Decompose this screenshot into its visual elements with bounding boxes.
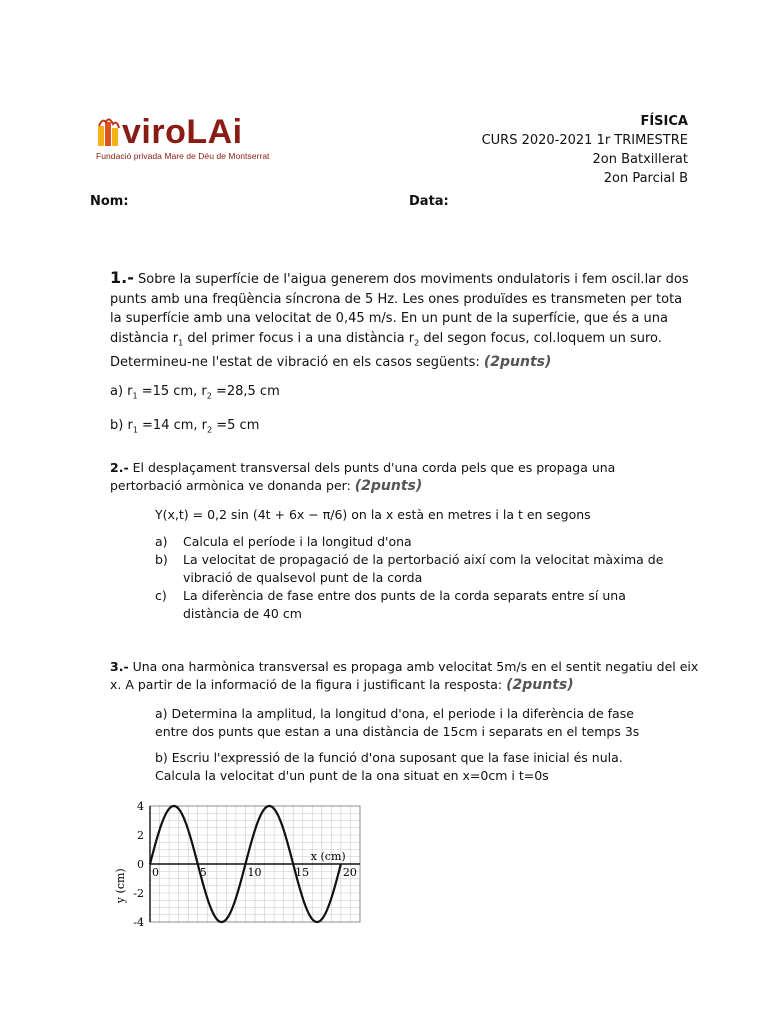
x-tick-label: 5	[199, 866, 207, 879]
x-tick-label: 20	[342, 866, 357, 879]
q2-equation: Y(x,t) = 0,2 sin (4t + 6x − π/6) on la x està en metres i la t en segons	[155, 507, 591, 522]
q2-item-c: c) La diferència de fase entre dos punts de la corda separats entre sí una distància de 40 cm	[155, 588, 626, 621]
x-tick-label: 0	[152, 866, 159, 879]
exam-header	[482, 112, 688, 188]
y-tick-label: 4	[137, 800, 144, 813]
question-3	[110, 658, 700, 694]
y-axis-label: y (cm)	[114, 868, 127, 904]
q3-statement: 3.- Una ona harmònica transversal es propaga amb velocitat 5m/s en el sentit negatiu del eix x. A partir de la informació de la figura i justificant la resposta: (2punts)	[110, 659, 699, 693]
subject: FÍSICA	[640, 114, 688, 129]
q2-number: 2.-	[110, 460, 129, 475]
q3-part-b: b) Escriu l'expressió de la funció d'ona suposant que la fase inicial és nula. Calcula la velocitat d'un punt de la ona situat en x=0cm i t=0s	[155, 750, 623, 783]
name-label: Nom:	[90, 194, 129, 209]
q1-number: 1.-	[110, 268, 134, 287]
q3-part-a: a) Determina la amplitud, la longitud d'ona, el periode i la diferència de fase entre dos punts que estan a una distància de 15cm i separats en el temps 3s	[155, 706, 640, 739]
question-1	[110, 268, 690, 440]
y-tick-label: -2	[133, 887, 144, 900]
course: CURS 2020-2021 1r TRIMESTRE	[481, 133, 688, 148]
q1-points: (2punts)	[483, 353, 552, 370]
q3-points: (2punts)	[506, 677, 574, 693]
level: 2on Batxillerat	[592, 152, 688, 167]
x-axis-label: x (cm)	[310, 850, 346, 863]
school-logo	[96, 114, 286, 162]
logo-wordmark: viroLAi	[122, 113, 243, 151]
q3-number: 3.-	[110, 659, 129, 674]
q2-item-b: b) La velocitat de propagació de la pertorbació així com la velocitat màxima de vibració de qualsevol punt de la corda	[155, 552, 664, 585]
flame-icon	[96, 116, 122, 150]
q1-case-b: b) $r_1 =14$ cm, $r_2 =5$ cm	[110, 418, 260, 435]
q2-points: (2punts)	[354, 478, 423, 494]
x-tick-label: 10	[247, 866, 262, 879]
x-tick-label: 15	[295, 866, 310, 879]
wave-chart	[108, 796, 368, 936]
y-tick-label: 0	[137, 858, 144, 871]
y-tick-label: -4	[133, 916, 144, 929]
question-2	[110, 459, 690, 495]
q1-statement: 1.- Sobre la superfície de l'aigua generem dos moviments ondulatoris i fem oscil.lar dos punts amb una freqüència síncrona de 5 Hz. Les ones produïdes es transmeten per tota la superfície amb una velocitat de 0,45 m/s. En un punt de la superfície, que és a una distància $r_1$ del primer focus i a una distància $r_2$ del segon focus, col.loquem un suro. Determineu-ne l'estat de vibració en els casos següents: (2punts)	[110, 268, 689, 370]
q2-item-a: a) Calcula el període i la longitud d'ona	[155, 534, 412, 549]
exam-name: 2on Parcial B	[603, 171, 688, 186]
date-label: Data:	[409, 194, 449, 209]
q2-statement: 2.- El desplaçament transversal dels punts d'una corda pels que es propaga una pertorbació armònica ve donanda per: (2punts)	[110, 460, 616, 494]
q2-list	[155, 533, 665, 623]
q1-case-a: a) $r_1 =15$ cm, $r_2 =28,5$ cm	[110, 384, 280, 401]
y-tick-label: 2	[137, 829, 144, 842]
logo-subtitle: Fundació privada Mare de Déu de Montserrat	[96, 151, 270, 161]
